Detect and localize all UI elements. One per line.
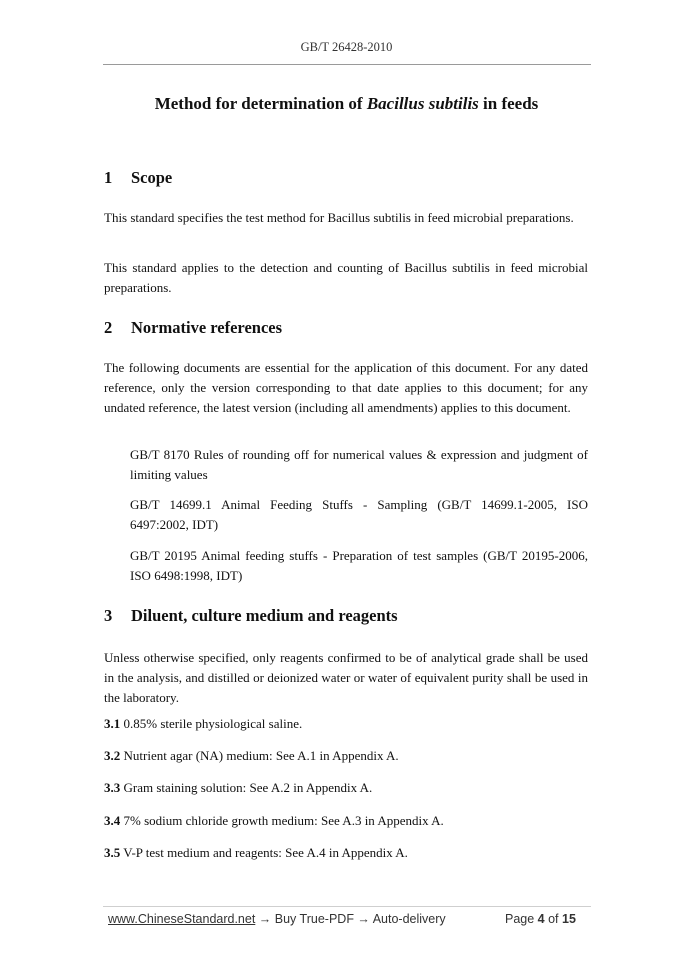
reagent-item: [104, 843, 588, 863]
reagent-item-text: Nutrient agar (NA) medium: See A.1 in Appendix A.: [120, 748, 399, 763]
reagent-item-text: 0.85% sterile physiological saline.: [120, 716, 303, 731]
header-divider: [103, 64, 591, 65]
reference-item: GB/T 14699.1 Animal Feeding Stuffs - Sampling (GB/T 14699.1-2005, ISO 6497:2002, IDT): [130, 497, 588, 532]
reagent-item-number: 3.4: [104, 813, 121, 828]
section-heading-scope: [104, 168, 172, 188]
buy-pdf-link[interactable]: Buy True-PDF: [274, 912, 354, 926]
title-text-after: in feeds: [478, 94, 539, 113]
reagent-item-number: 3.1: [104, 716, 121, 731]
scope-paragraph-2: This standard applies to the detection and counting of Bacillus subtilis in feed microbial preparations.: [104, 260, 588, 295]
reagents-intro-paragraph: Unless otherwise specified, only reagents confirmed to be of analytical grade shall be used in the analysis, and distilled or deionized water or water of equivalent purity shall be used in the laboratory.: [104, 650, 588, 705]
section-number: 3: [104, 606, 113, 625]
document-title: [0, 94, 693, 114]
reagent-item: [104, 746, 588, 766]
page-label: Page: [505, 912, 538, 926]
section-title: Scope: [131, 168, 173, 187]
section-number: 1: [104, 168, 113, 187]
reagent-item-number: 3.2: [104, 748, 121, 763]
section-heading-normative-references: [104, 318, 282, 338]
title-italic-species: Bacillus subtilis: [366, 94, 479, 113]
normative-intro-paragraph: The following documents are essential for the application of this document. For any dated reference, only the version corresponding to that date applies to this document; for any undated reference, the latest version (including all amendments) applies to this document.: [104, 360, 588, 415]
page-total: 15: [562, 912, 576, 926]
reagent-item: [104, 778, 588, 798]
reagent-item-text: Gram staining solution: See A.2 in Appendix A.: [120, 780, 373, 795]
footer-promo: [108, 912, 446, 926]
site-link[interactable]: www.ChineseStandard.net: [108, 912, 256, 926]
reagent-item: [104, 811, 588, 831]
page-number: 4: [537, 912, 545, 926]
of-label: of: [544, 912, 562, 926]
scope-paragraph-1: This standard specifies the test method for Bacillus subtilis in feed microbial preparations.: [104, 210, 574, 225]
section-number: 2: [104, 318, 113, 337]
reagent-item-number: 3.3: [104, 780, 121, 795]
section-title: Normative references: [131, 318, 283, 337]
reference-item: GB/T 8170 Rules of rounding off for numerical values & expression and judgment of limiting values: [130, 447, 588, 482]
arrow-right-icon: →: [255, 912, 275, 926]
footer-divider: [103, 906, 591, 907]
arrow-right-icon: →: [353, 912, 373, 926]
reagent-item: [104, 714, 588, 734]
page-indicator: [505, 912, 576, 926]
reagent-item-number: 3.5: [104, 845, 121, 860]
reagent-item-text: 7% sodium chloride growth medium: See A.3 in Appendix A.: [120, 813, 444, 828]
section-title: Diluent, culture medium and reagents: [131, 606, 398, 625]
header-standard-code: GB/T 26428-2010: [300, 40, 393, 54]
auto-delivery-text: Auto-delivery: [372, 912, 446, 926]
title-text-before: Method for determination of: [154, 94, 367, 113]
reference-item: GB/T 20195 Animal feeding stuffs - Preparation of test samples (GB/T 20195-2006, ISO 6498:1998, IDT): [130, 548, 588, 583]
section-heading-reagents: [104, 606, 398, 626]
reagent-item-text: V-P test medium and reagents: See A.4 in Appendix A.: [120, 845, 408, 860]
